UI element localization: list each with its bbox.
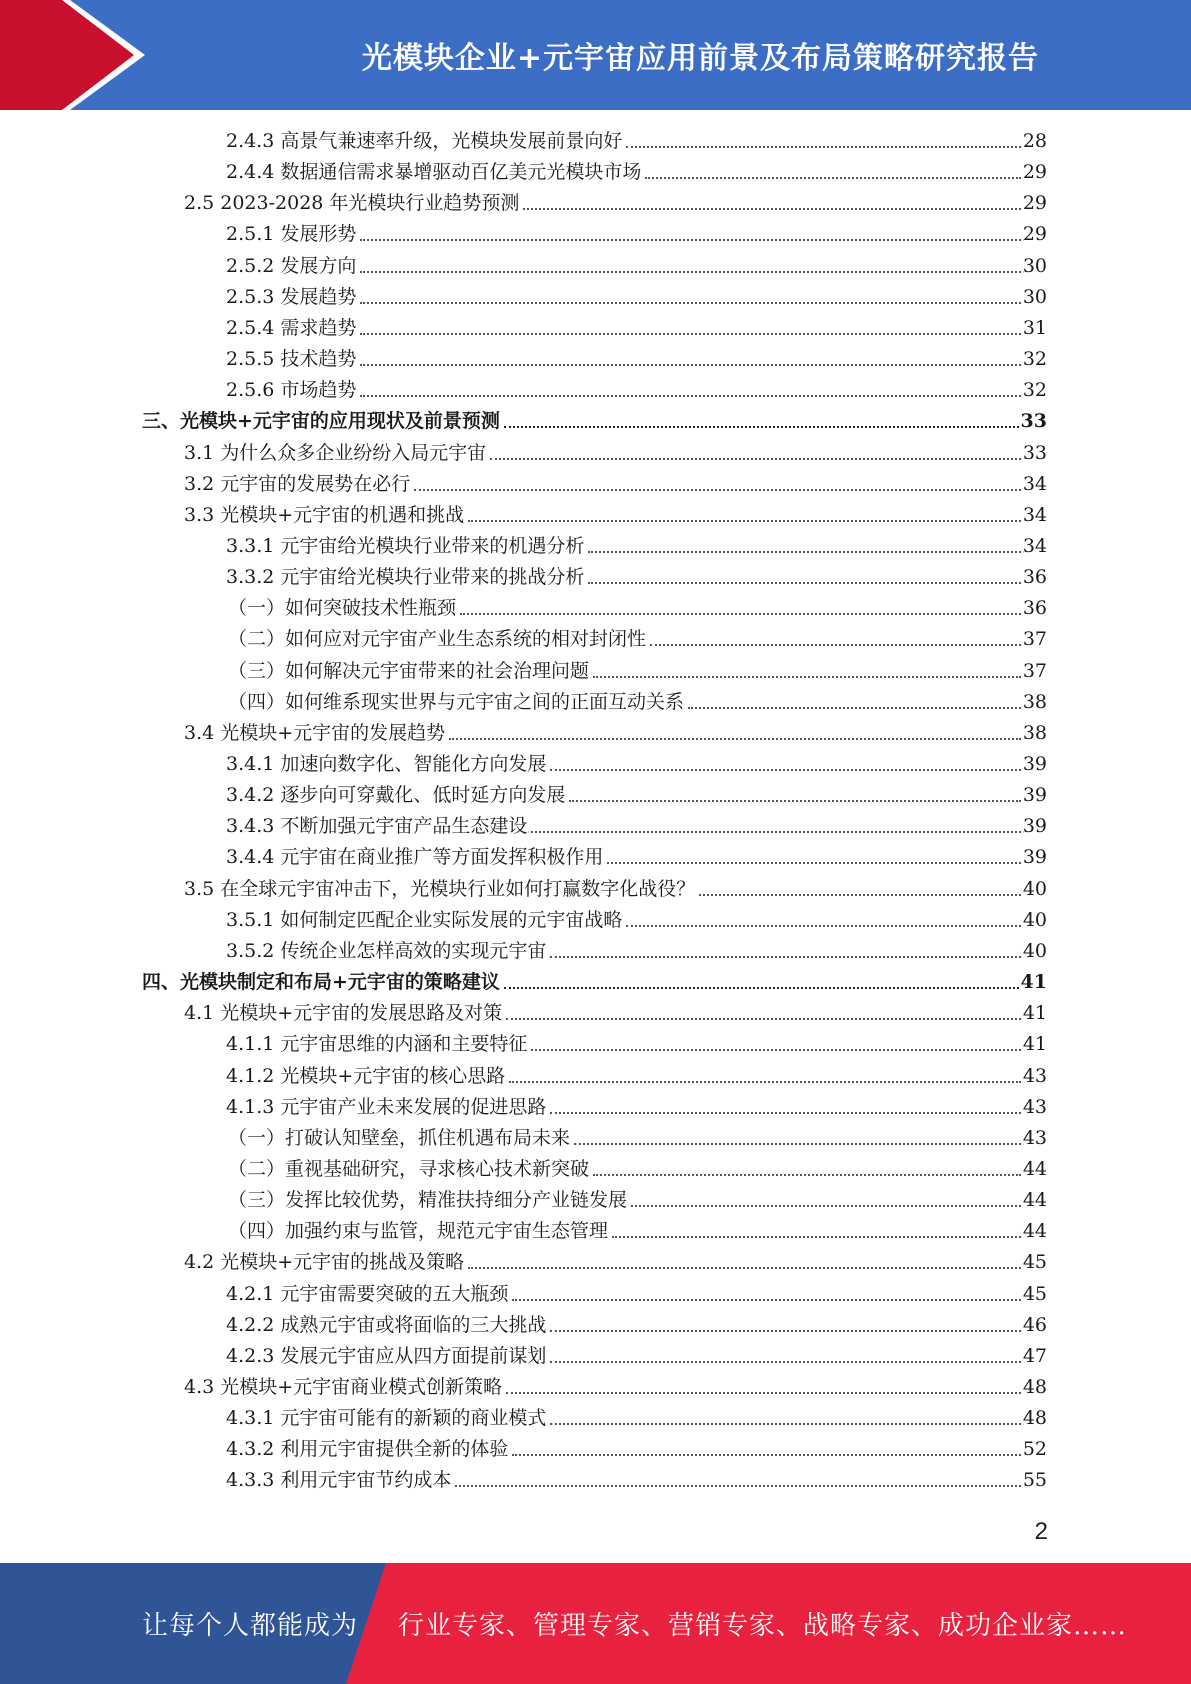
toc-entry[interactable] bbox=[184, 1248, 1047, 1276]
toc-entry-title: 4.3.2 利用元宇宙提供全新的体验 bbox=[226, 1438, 509, 1461]
toc-dot-leader bbox=[455, 1485, 1020, 1487]
toc-dot-leader bbox=[550, 1361, 1020, 1363]
toc-entry-page: 31 bbox=[1022, 316, 1047, 339]
toc-dot-leader bbox=[531, 1049, 1020, 1051]
toc-entry[interactable] bbox=[184, 470, 1047, 498]
toc-entry-page: 32 bbox=[1022, 379, 1047, 402]
toc-dot-leader bbox=[593, 676, 1021, 678]
toc-entry[interactable] bbox=[228, 1155, 1047, 1183]
toc-entry-title: 2.5.6 市场趋势 bbox=[226, 379, 357, 402]
toc-dot-leader bbox=[360, 239, 1020, 241]
toc-entry[interactable] bbox=[228, 625, 1047, 653]
toc-entry-page: 30 bbox=[1022, 254, 1047, 277]
toc-entry[interactable] bbox=[226, 1466, 1047, 1494]
page-number: 2 bbox=[1034, 1518, 1048, 1545]
toc-entry-page: 36 bbox=[1022, 566, 1047, 589]
toc-entry[interactable] bbox=[228, 594, 1047, 622]
toc-dot-leader bbox=[512, 1299, 1020, 1301]
toc-dot-leader bbox=[650, 644, 1021, 646]
toc-entry[interactable] bbox=[226, 532, 1047, 560]
toc-entry-title: 4.2.2 成熟元宇宙或将面临的三大挑战 bbox=[226, 1313, 547, 1336]
toc-dot-leader bbox=[360, 302, 1020, 304]
toc-dot-leader bbox=[699, 894, 1021, 896]
toc-dot-leader bbox=[460, 613, 1021, 615]
toc-entry[interactable] bbox=[226, 345, 1047, 373]
toc-dot-leader bbox=[612, 1236, 1021, 1238]
toc-entry-title: 2.4.3 高景气兼速率升级，光模块发展前景向好 bbox=[226, 130, 623, 152]
toc-entry-title: （四）如何维系现实世界与元宇宙之间的正面互动关系 bbox=[228, 690, 685, 713]
toc-entry-page: 34 bbox=[1022, 472, 1047, 495]
toc-dot-leader bbox=[509, 1081, 1021, 1083]
toc-entry-page: 40 bbox=[1022, 939, 1047, 962]
toc-entry-title: 四、光模块制定和布局+元宇宙的策略建议 bbox=[142, 971, 500, 994]
toc-entry-title: （四）加强约束与监管，规范元宇宙生态管理 bbox=[228, 1220, 609, 1243]
toc-entry-title: 2.5 2023-2028 年光模块行业趋势预测 bbox=[184, 192, 520, 215]
toc-dot-leader bbox=[414, 489, 1021, 491]
toc-entry[interactable] bbox=[184, 1373, 1047, 1401]
toc-entry-title: 2.5.2 发展方向 bbox=[226, 254, 357, 277]
toc-entry-page: 46 bbox=[1022, 1313, 1047, 1336]
toc-entry[interactable] bbox=[226, 1404, 1047, 1432]
toc-dot-leader bbox=[468, 1267, 1021, 1269]
toc-entry-title: 3.4.2 逐步向可穿戴化、低时延方向发展 bbox=[226, 784, 566, 807]
toc-entry-title: 4.1.1 元宇宙思维的内涵和主要特征 bbox=[226, 1033, 528, 1056]
toc-dot-leader bbox=[607, 862, 1020, 864]
toc-entry[interactable] bbox=[228, 1217, 1047, 1245]
toc-entry[interactable] bbox=[228, 1186, 1047, 1214]
header-chevron-icon bbox=[0, 0, 160, 110]
toc-dot-leader bbox=[360, 364, 1020, 366]
toc-entry[interactable] bbox=[226, 1435, 1047, 1463]
toc-dot-leader bbox=[626, 146, 1020, 148]
toc-entry-title: （三）发挥比较优势，精准扶持细分产业链发展 bbox=[228, 1189, 628, 1212]
toc-entry[interactable] bbox=[226, 283, 1047, 311]
page-footer bbox=[0, 1563, 1191, 1684]
toc-entry-title: 4.3.3 利用元宇宙节约成本 bbox=[226, 1469, 452, 1492]
toc-dot-leader bbox=[588, 582, 1020, 584]
toc-dot-leader bbox=[468, 520, 1021, 522]
toc-entry[interactable] bbox=[226, 1030, 1047, 1058]
toc-dot-leader bbox=[645, 177, 1020, 179]
toc-entry-title: 3.3.1 元宇宙给光模块行业带来的机遇分析 bbox=[226, 534, 585, 557]
toc-dot-leader bbox=[631, 1205, 1021, 1207]
toc-entry[interactable] bbox=[226, 812, 1047, 840]
toc-dot-leader bbox=[626, 925, 1020, 927]
toc-dot-leader bbox=[360, 271, 1020, 273]
toc-entry-title: 3.5.1 如何制定匹配企业实际发展的元宇宙战略 bbox=[226, 908, 623, 931]
toc-entry[interactable] bbox=[226, 127, 1047, 155]
toc-entry-page: 47 bbox=[1022, 1344, 1047, 1367]
toc-entry[interactable] bbox=[226, 314, 1047, 342]
toc-entry-page: 52 bbox=[1022, 1438, 1047, 1461]
toc-entry[interactable] bbox=[184, 999, 1047, 1027]
toc-entry-title: 3.1 为什么众多企业纷纷入局元宇宙 bbox=[184, 441, 487, 464]
toc-entry[interactable] bbox=[184, 439, 1047, 467]
toc-entry-page: 44 bbox=[1022, 1157, 1047, 1180]
page-header bbox=[0, 0, 1191, 110]
toc-entry[interactable] bbox=[226, 563, 1047, 591]
toc-entry-page: 43 bbox=[1022, 1095, 1047, 1118]
toc-entry-page: 40 bbox=[1022, 877, 1047, 900]
toc-entry-title: 3.3 光模块+元宇宙的机遇和挑战 bbox=[184, 503, 465, 526]
toc-entry-title: （一）打破认知壁垒，抓住机遇布局未来 bbox=[228, 1126, 571, 1149]
toc-entry[interactable] bbox=[226, 1342, 1047, 1370]
toc-entry-page: 32 bbox=[1022, 348, 1047, 371]
toc-entry-title: 3.2 元宇宙的发展势在必行 bbox=[184, 472, 411, 495]
toc-entry[interactable] bbox=[184, 189, 1047, 217]
toc-entry-page: 30 bbox=[1022, 285, 1047, 308]
toc-entry[interactable] bbox=[226, 158, 1047, 186]
toc-dot-leader bbox=[688, 707, 1021, 709]
toc-entry-page: 28 bbox=[1022, 130, 1047, 152]
toc-entry[interactable] bbox=[226, 906, 1047, 934]
toc-entry[interactable] bbox=[226, 1280, 1047, 1308]
toc-entry[interactable] bbox=[226, 1093, 1047, 1121]
toc-entry-page: 45 bbox=[1022, 1251, 1047, 1274]
footer-slogan-left: 让每个人都能成为 bbox=[142, 1611, 359, 1641]
toc-entry[interactable] bbox=[226, 1062, 1047, 1090]
toc-entry-page: 34 bbox=[1022, 534, 1047, 557]
toc-entry[interactable] bbox=[226, 937, 1047, 965]
toc-entry-title: 4.1.3 元宇宙产业未来发展的促进思路 bbox=[226, 1095, 547, 1118]
toc-entry-page: 38 bbox=[1022, 721, 1047, 744]
toc-entry[interactable] bbox=[184, 875, 1047, 903]
toc-dot-leader bbox=[504, 426, 1019, 428]
toc-dot-leader bbox=[550, 1112, 1020, 1114]
toc-entry-page: 43 bbox=[1022, 1126, 1047, 1149]
toc-entry-title: 3.5.2 传统企业怎样高效的实现元宇宙 bbox=[226, 939, 547, 962]
toc-dot-leader bbox=[360, 395, 1020, 397]
toc-entry-page: 48 bbox=[1022, 1407, 1047, 1430]
toc-entry[interactable] bbox=[228, 657, 1047, 685]
toc-entry-title: 2.5.1 发展形势 bbox=[226, 223, 357, 246]
toc-dot-leader bbox=[504, 987, 1019, 989]
toc-entry-page: 39 bbox=[1022, 846, 1047, 869]
toc-entry-page: 41 bbox=[1022, 1033, 1047, 1056]
toc-entry-page: 33 bbox=[1020, 410, 1047, 433]
toc-entry-page: 48 bbox=[1022, 1376, 1047, 1398]
toc-entry-title: 3.4 光模块+元宇宙的发展趋势 bbox=[184, 721, 446, 744]
toc-dot-leader bbox=[506, 1018, 1021, 1020]
toc-entry[interactable] bbox=[226, 1311, 1047, 1339]
toc-dot-leader bbox=[360, 333, 1020, 335]
toc-entry[interactable] bbox=[226, 376, 1047, 404]
toc-dot-leader bbox=[512, 1454, 1020, 1456]
toc-dot-leader bbox=[588, 551, 1020, 553]
toc-entry-page: 44 bbox=[1022, 1189, 1047, 1212]
toc-entry-page: 44 bbox=[1022, 1220, 1047, 1243]
toc-entry-page: 39 bbox=[1022, 753, 1047, 775]
toc-entry-title: 4.3.1 元宇宙可能有的新颖的商业模式 bbox=[226, 1407, 547, 1430]
toc-entry[interactable] bbox=[184, 501, 1047, 529]
toc-entry-page: 37 bbox=[1022, 628, 1047, 651]
toc-entry[interactable] bbox=[226, 220, 1047, 248]
toc-dot-leader bbox=[550, 1423, 1020, 1425]
toc-dot-leader bbox=[449, 738, 1021, 740]
toc-entry[interactable] bbox=[142, 407, 1047, 435]
toc-entry-page: 29 bbox=[1022, 192, 1047, 215]
toc-entry-title: 3.4.1 加速向数字化、智能化方向发展 bbox=[226, 753, 547, 775]
toc-entry-title: 4.1 光模块+元宇宙的发展思路及对策 bbox=[184, 1002, 503, 1025]
toc-entry-title: 3.4.4 元宇宙在商业推广等方面发挥积极作用 bbox=[226, 846, 604, 869]
toc-dot-leader bbox=[550, 1330, 1020, 1332]
toc-entry-title: 2.5.5 技术趋势 bbox=[226, 348, 357, 371]
toc-entry[interactable] bbox=[226, 843, 1047, 871]
toc-entry[interactable] bbox=[226, 252, 1047, 280]
toc-dot-leader bbox=[550, 956, 1020, 958]
toc-dot-leader bbox=[593, 1174, 1021, 1176]
toc-entry-page: 36 bbox=[1022, 597, 1047, 620]
toc-dot-leader bbox=[523, 208, 1020, 210]
toc-entry-page: 38 bbox=[1022, 690, 1047, 713]
toc-entry-page: 40 bbox=[1022, 908, 1047, 931]
document-title: 光模块企业+元宇宙应用前景及布局策略研究报告 bbox=[361, 41, 1040, 76]
toc-entry-title: 2.5.4 需求趋势 bbox=[226, 316, 357, 339]
toc-entry-page: 29 bbox=[1022, 223, 1047, 246]
toc-entry[interactable] bbox=[228, 1124, 1047, 1152]
toc-entry[interactable] bbox=[142, 968, 1047, 996]
toc-entry-title: 3.3.2 元宇宙给光模块行业带来的挑战分析 bbox=[226, 566, 585, 589]
toc-entry-page: 37 bbox=[1022, 659, 1047, 682]
toc-entry[interactable] bbox=[226, 750, 1047, 778]
toc-entry-title: 4.2.3 发展元宇宙应从四方面提前谋划 bbox=[226, 1344, 547, 1367]
toc-entry[interactable] bbox=[226, 781, 1047, 809]
toc-entry-page: 29 bbox=[1022, 161, 1047, 184]
toc-entry-title: （二）重视基础研究，寻求核心技术新突破 bbox=[228, 1157, 590, 1180]
toc-entry[interactable] bbox=[228, 688, 1047, 716]
toc-entry-title: 2.5.3 发展趋势 bbox=[226, 285, 357, 308]
toc-entry-title: 4.3 光模块+元宇宙商业模式创新策略 bbox=[184, 1376, 503, 1398]
toc-entry-page: 33 bbox=[1022, 441, 1047, 464]
toc-dot-leader bbox=[550, 769, 1020, 771]
toc-entry-title: 4.1.2 光模块+元宇宙的核心思路 bbox=[226, 1064, 506, 1087]
toc-entry-title: 2.4.4 数据通信需求暴增驱动百亿美元光模块市场 bbox=[226, 161, 642, 184]
toc-entry-title: 4.2 光模块+元宇宙的挑战及策略 bbox=[184, 1251, 465, 1274]
toc-entry-title: （二）如何应对元宇宙产业生态系统的相对封闭性 bbox=[228, 628, 647, 651]
toc-entry-title: （一）如何突破技术性瓶颈 bbox=[228, 597, 457, 620]
toc-entry-page: 34 bbox=[1022, 503, 1047, 526]
toc-dot-leader bbox=[569, 800, 1020, 802]
toc-entry-page: 39 bbox=[1022, 815, 1047, 838]
toc-entry-page: 39 bbox=[1022, 784, 1047, 807]
toc-dot-leader bbox=[506, 1392, 1021, 1394]
toc-entry-title: 3.4.3 不断加强元宇宙产品生态建设 bbox=[226, 815, 528, 838]
toc-dot-leader bbox=[574, 1143, 1021, 1145]
toc-entry-page: 41 bbox=[1022, 1002, 1047, 1025]
toc-entry-page: 45 bbox=[1022, 1282, 1047, 1305]
toc-dot-leader bbox=[490, 458, 1021, 460]
toc-entry-title: 三、光模块+元宇宙的应用现状及前景预测 bbox=[142, 410, 500, 433]
toc-entry-title: （三）如何解决元宇宙带来的社会治理问题 bbox=[228, 659, 590, 682]
toc-entry-title: 4.2.1 元宇宙需要突破的五大瓶颈 bbox=[226, 1282, 509, 1305]
toc-entry-page: 41 bbox=[1020, 971, 1047, 994]
toc-entry-page: 55 bbox=[1022, 1469, 1047, 1492]
toc-entry-title: 3.5 在全球元宇宙冲击下，光模块行业如何打赢数字化战役？ bbox=[184, 877, 696, 900]
toc-entry-page: 43 bbox=[1022, 1064, 1047, 1087]
toc-entry[interactable] bbox=[184, 719, 1047, 747]
footer-slogan-right: 行业专家、管理专家、营销专家、战略专家、成功企业家…… bbox=[398, 1611, 1128, 1641]
toc-dot-leader bbox=[531, 831, 1020, 833]
